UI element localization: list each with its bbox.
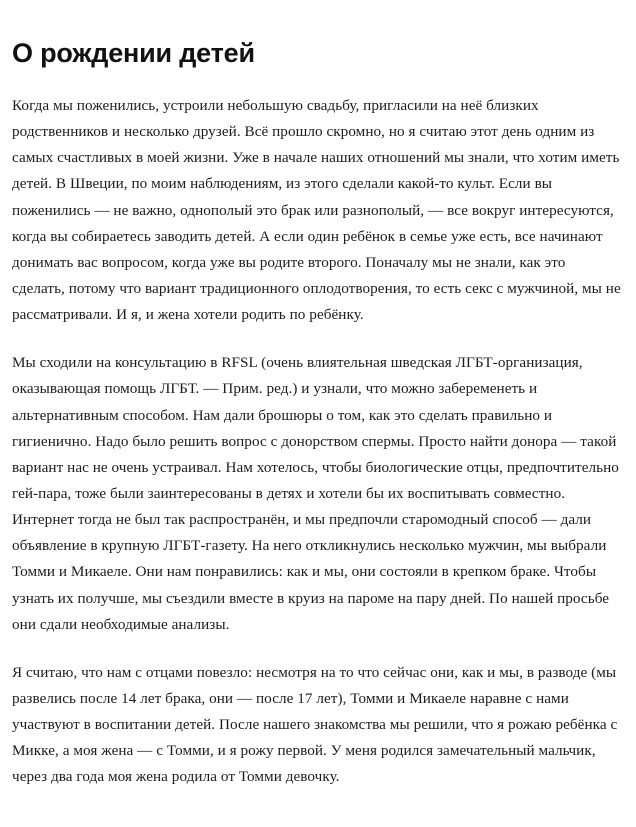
paragraph: Мы сходили на консультацию в RFSL (очень влиятельная шведская ЛГБТ-организация, оказывающая помощь ЛГБТ. — Прим. ред.) и узнали, что можно забеременеть и альтернативным способом. Нам дали брошюры о том, как это сделать правильно и гигиенично. Надо было решить вопрос с донорством спермы. Просто найти донора — такой вариант нас не очень устраивал. Нам хотелось, чтобы биологические отцы, предпочтительно гей-пара, тоже были заинтересованы в детях и хотели бы их воспитывать совместно. Интернет тогда не был так распространён, и мы предпочли старомодный способ — дали объявление в крупную ЛГБТ-газету. На него откликнулись несколько мужчин, мы выбрали Томми и Микаеле. Они нам понравились: как и мы, они состояли в крепком браке. Чтобы узнать их получше, мы съездили вместе в круиз на пароме на пару дней. По нашей просьбе они сдали необходимые анализы. [12, 354, 619, 633]
page-title: О рождении детей [12, 38, 255, 68]
paragraph: Когда мы поженились, устроили небольшую свадьбу, пригласили на неё близких родственников и несколько друзей. Всё прошло скромно, но я считаю этот день одним из самых счастливых в моей жизни. Уже в начале наших отношений мы знали, что хотим иметь детей. В Швеции, по моим наблюдениям, из этого сделали какой-то культ. Если вы поженились — не важно, однополый это брак или разнополый, — все вокруг интересуются, когда вы собираетесь заводить детей. А если один ребёнок в семье уже есть, все начинают донимать вас вопросом, когда уже вы родите второго. Поначалу мы не знали, как это сделать, потому что вариант традиционного оплодотворения, то есть секс с мужчиной, мы не рассматривали. И я, и жена хотели родить по ребёнку. [12, 97, 621, 324]
paragraph: Я считаю, что нам с отцами повезло: несмотря на то что сейчас они, как и мы, в разводе (мы развелись после 14 лет брака, они — после 17 лет), Томми и Микаеле наравне с нами участвуют в воспитании детей. После нашего знакомства мы решили, что я рожаю ребёнка с Микке, а моя жена — с Томми, и я рожу первой. У меня родился замечательный мальчик, через два года моя жена родила от Томми девочку. [12, 663, 618, 786]
article-body [12, 93, 622, 791]
